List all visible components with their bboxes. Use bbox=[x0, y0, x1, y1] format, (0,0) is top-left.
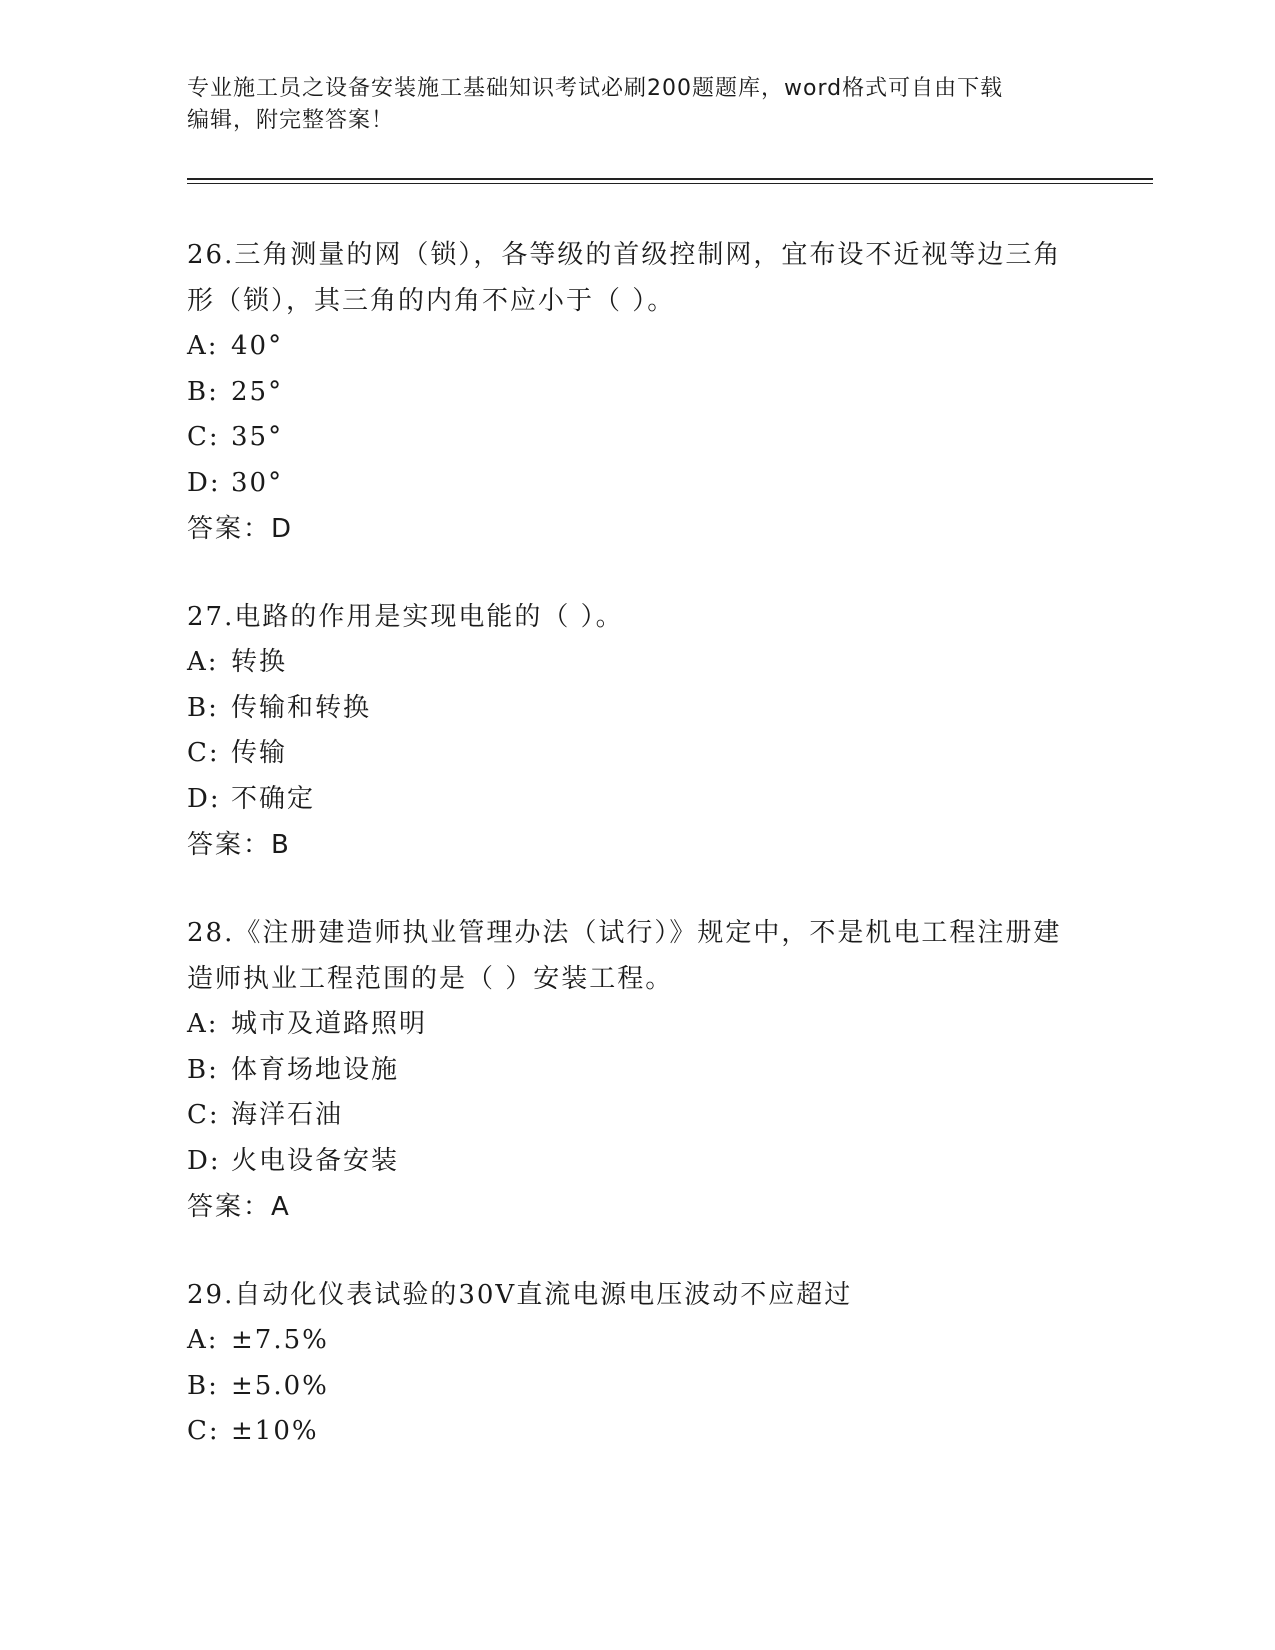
option-text: 40° bbox=[231, 331, 284, 361]
header-line-1: 专业施工员之设备安装施工基础知识考试必刷200题题库，word格式可自由下载 bbox=[187, 76, 1004, 101]
option-text: ±7.5% bbox=[231, 1325, 329, 1355]
option-label: A: bbox=[187, 331, 219, 361]
option-label: C: bbox=[187, 738, 220, 768]
header-line-2: 编辑，附完整答案！ bbox=[187, 108, 395, 133]
header-divider bbox=[187, 178, 1153, 180]
question-stem: 26.三角测量的网（锁），各等级的首级控制网，宜布设不近视等边三角形（锁），其三角的内角不应小于（ ）。 bbox=[187, 240, 1062, 316]
option-text: 25° bbox=[231, 376, 284, 407]
option-label: C: bbox=[187, 1416, 220, 1446]
option-text: 不确定 bbox=[231, 783, 316, 814]
option-label: B: bbox=[187, 1370, 219, 1401]
document-header bbox=[187, 73, 1067, 137]
question-stem: 29.自动化仪表试验的30V直流电源电压波动不应超过 bbox=[187, 1280, 853, 1310]
answer-line: 答案：A bbox=[187, 1192, 291, 1222]
question-item bbox=[187, 910, 1087, 1230]
option-label: D: bbox=[187, 783, 221, 814]
option-b bbox=[187, 1364, 1087, 1410]
question-item bbox=[187, 1272, 1087, 1455]
option-c bbox=[187, 415, 1087, 461]
option-a bbox=[187, 324, 1087, 370]
answer-line: 答案：B bbox=[187, 830, 291, 860]
option-text: 30° bbox=[231, 467, 284, 498]
option-text: 35° bbox=[231, 422, 284, 452]
option-label: D: bbox=[187, 1145, 221, 1176]
option-a bbox=[187, 1318, 1087, 1364]
option-d bbox=[187, 461, 1087, 507]
option-label: D: bbox=[187, 467, 221, 498]
question-stem: 28.《注册建造师执业管理办法（试行）》规定中，不是机电工程注册建造师执业工程范围的是（ ）安装工程。 bbox=[187, 918, 1062, 994]
question-item bbox=[187, 232, 1087, 552]
option-label: A: bbox=[187, 1325, 219, 1355]
option-c bbox=[187, 731, 1087, 777]
option-text: 城市及道路照明 bbox=[231, 1009, 428, 1039]
option-b bbox=[187, 1048, 1087, 1094]
option-text: 体育场地设施 bbox=[231, 1054, 400, 1085]
header-divider-thin bbox=[187, 183, 1153, 184]
answer-line: 答案：D bbox=[187, 514, 294, 544]
option-c bbox=[187, 1093, 1087, 1139]
option-label: C: bbox=[187, 422, 220, 452]
option-c bbox=[187, 1409, 1087, 1455]
option-label: A: bbox=[187, 647, 219, 677]
option-label: B: bbox=[187, 692, 219, 723]
option-text: ±5.0% bbox=[231, 1370, 329, 1401]
option-b bbox=[187, 370, 1087, 416]
option-d bbox=[187, 777, 1087, 823]
option-a bbox=[187, 1002, 1087, 1048]
option-text: 传输和转换 bbox=[231, 692, 372, 723]
question-stem: 27.电路的作用是实现电能的（ ）。 bbox=[187, 602, 624, 632]
option-label: C: bbox=[187, 1100, 220, 1130]
option-text: 传输 bbox=[231, 738, 288, 768]
option-label: B: bbox=[187, 1054, 219, 1085]
option-text: 火电设备安装 bbox=[231, 1145, 400, 1176]
option-a bbox=[187, 640, 1087, 686]
option-b bbox=[187, 686, 1087, 732]
option-text: ±10% bbox=[231, 1416, 319, 1446]
question-item bbox=[187, 594, 1087, 868]
option-label: B: bbox=[187, 376, 219, 407]
option-text: 转换 bbox=[231, 647, 288, 677]
option-label: A: bbox=[187, 1009, 219, 1039]
option-d bbox=[187, 1139, 1087, 1185]
option-text: 海洋石油 bbox=[231, 1100, 344, 1130]
question-list bbox=[187, 232, 1087, 1497]
